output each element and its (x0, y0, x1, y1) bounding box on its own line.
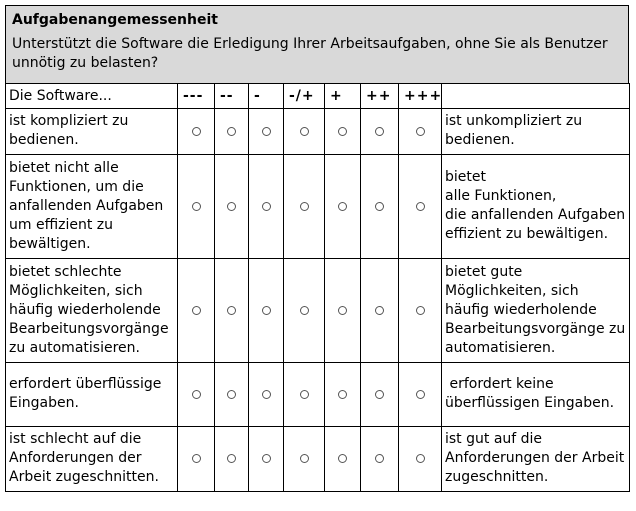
rating-cell (178, 363, 215, 427)
scale-header: - (249, 84, 284, 109)
row-left-statement: bietet schlechte Möglichkeiten, sich häufig wiederholende Bearbeitungsvorgänge zu automatisieren. (6, 259, 178, 363)
row-left-statement: bietet nicht alle Funktionen, um die anfallenden Aufgaben um effizient zu bewältigen. (6, 155, 178, 259)
row-right-statement: ist unkompliziert zu bedienen. (442, 109, 630, 155)
radio-button[interactable] (192, 202, 201, 211)
rating-cell (215, 259, 249, 363)
rating-cell (178, 109, 215, 155)
radio-button[interactable] (300, 306, 309, 315)
table-header-row (6, 84, 630, 109)
radio-button[interactable] (338, 306, 347, 315)
rating-cell (215, 363, 249, 427)
radio-button[interactable] (192, 454, 201, 463)
scale-header: +++ (399, 84, 442, 109)
row-left-statement: ist kompliziert zu bedienen. (6, 109, 178, 155)
radio-button[interactable] (300, 454, 309, 463)
radio-button[interactable] (375, 390, 384, 399)
rating-cell (361, 427, 399, 492)
rating-cell (249, 427, 284, 492)
scale-header: -/+ (284, 84, 325, 109)
table-row (6, 155, 630, 259)
table-row (6, 259, 630, 363)
rating-table (5, 83, 630, 492)
radio-button[interactable] (192, 127, 201, 136)
row-left-statement: erfordert überflüssige Eingaben. (6, 363, 178, 427)
rating-cell (399, 427, 442, 492)
rating-cell (178, 259, 215, 363)
radio-button[interactable] (300, 390, 309, 399)
rating-cell (284, 363, 325, 427)
rating-cell (215, 155, 249, 259)
radio-button[interactable] (416, 306, 425, 315)
scale-header: --- (178, 84, 215, 109)
rating-cell (325, 427, 361, 492)
radio-button[interactable] (416, 202, 425, 211)
radio-button[interactable] (227, 306, 236, 315)
row-left-statement: ist schlecht auf die Anforderungen der Arbeit zugeschnitten. (6, 427, 178, 492)
table-row (6, 427, 630, 492)
rating-cell (325, 155, 361, 259)
rating-cell (249, 109, 284, 155)
radio-button[interactable] (227, 454, 236, 463)
rating-cell (284, 427, 325, 492)
rating-cell (249, 363, 284, 427)
radio-button[interactable] (262, 390, 271, 399)
rating-cell (399, 363, 442, 427)
radio-button[interactable] (375, 202, 384, 211)
section-question: Unterstützt die Software die Erledigung Ihrer Arbeitsaufgaben, ohne Sie als Benutzer unnötig zu belasten? (12, 36, 608, 71)
radio-button[interactable] (192, 390, 201, 399)
radio-button[interactable] (262, 127, 271, 136)
section-title: Aufgabenangemessenheit (12, 12, 218, 28)
rating-cell (399, 155, 442, 259)
radio-button[interactable] (227, 390, 236, 399)
rating-cell (215, 109, 249, 155)
radio-button[interactable] (262, 454, 271, 463)
rating-cell (361, 259, 399, 363)
radio-button[interactable] (338, 390, 347, 399)
row-right-statement: bietet alle Funktionen, die anfallenden Aufgaben effizient zu bewältigen. (442, 155, 630, 259)
rating-cell (249, 155, 284, 259)
radio-button[interactable] (300, 202, 309, 211)
rating-cell (325, 363, 361, 427)
rating-cell (284, 155, 325, 259)
radio-button[interactable] (416, 127, 425, 136)
rating-cell (325, 259, 361, 363)
radio-button[interactable] (375, 127, 384, 136)
row-right-statement: erfordert keine überflüssigen Eingaben. (442, 363, 630, 427)
radio-button[interactable] (262, 306, 271, 315)
scale-header: + (325, 84, 361, 109)
rating-cell (178, 427, 215, 492)
radio-button[interactable] (338, 454, 347, 463)
rating-cell (178, 155, 215, 259)
rating-cell (284, 259, 325, 363)
table-row (6, 363, 630, 427)
radio-button[interactable] (300, 127, 309, 136)
radio-button[interactable] (375, 454, 384, 463)
scale-header: -- (215, 84, 249, 109)
radio-button[interactable] (338, 127, 347, 136)
rating-cell (361, 109, 399, 155)
radio-button[interactable] (375, 306, 384, 315)
scale-header: ++ (361, 84, 399, 109)
radio-button[interactable] (338, 202, 347, 211)
last-column-header (442, 84, 630, 109)
table-row (6, 109, 630, 155)
rating-cell (284, 109, 325, 155)
rating-cell (215, 427, 249, 492)
first-column-header: Die Software... (6, 84, 178, 109)
radio-button[interactable] (227, 202, 236, 211)
rating-cell (249, 259, 284, 363)
radio-button[interactable] (262, 202, 271, 211)
row-right-statement: ist gut auf die Anforderungen der Arbeit zugeschnitten. (442, 427, 630, 492)
section-header (5, 5, 629, 83)
radio-button[interactable] (227, 127, 236, 136)
radio-button[interactable] (416, 454, 425, 463)
radio-button[interactable] (416, 390, 425, 399)
questionnaire-section (5, 5, 629, 492)
rating-cell (399, 259, 442, 363)
rating-cell (325, 109, 361, 155)
row-right-statement: bietet gute Möglichkeiten, sich häufig wiederholende Bearbeitungsvorgänge zu automatisieren. (442, 259, 630, 363)
rating-cell (361, 363, 399, 427)
rating-cell (399, 109, 442, 155)
radio-button[interactable] (192, 306, 201, 315)
rating-cell (361, 155, 399, 259)
